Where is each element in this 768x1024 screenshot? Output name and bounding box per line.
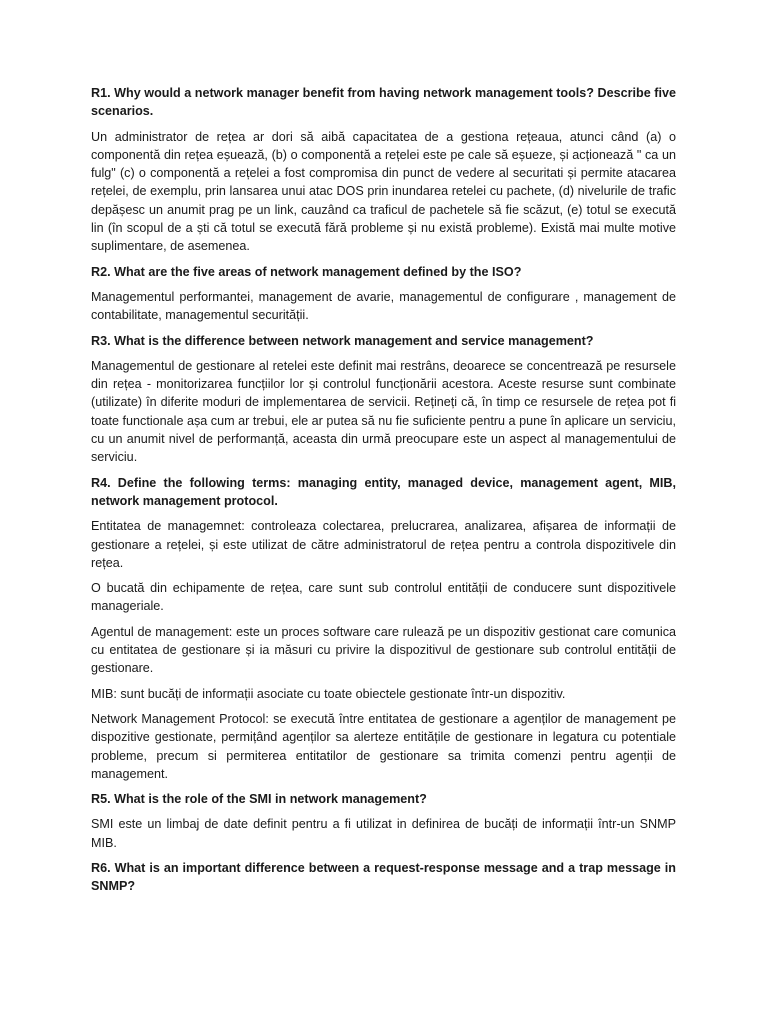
question-r1: R1. Why would a network manager benefit from having network management tools? Describe five scenarios. <box>91 86 676 119</box>
answer-r5: SMI este un limbaj de date definit pentru a fi utilizat in definirea de bucăți de informații într-un SNMP MIB. <box>91 817 676 850</box>
answer-r4-managing-entity: Entitatea de managemnet: controleaza colectarea, prelucrarea, analizarea, afișarea de informații de gestionare a rețelei, și este utilizat de către administratorul de rețea pentru a controla dispozitivele din rețea. <box>91 519 676 570</box>
answer-r4-protocol: Network Management Protocol: se execută între entitatea de gestionare a agenților de management pe dispozitive gestionate, permițând agenților sa alerteze entitățile de gestionare in legatura cu potentiale probleme, precum si permiterea entitatilor de gestionare sa trimita comenzi pentru agenții de management. <box>91 711 676 781</box>
answer-r1: Un administrator de rețea ar dori să aibă capacitatea de a gestiona rețeaua, atunci când (a) o componentă din rețea eșuează, (b) o componentă a rețelei este pe cale să eșueze, și acționează " ca un fulg" (c) o componentă a rețelei a fost compromisa din punct de vedere al securitati și permite atacarea rețelei, de exemplu, prin lansarea unui atac DOS prin inundarea retelei cu pachete, (d) nivelurile de trafic depășesc un anumit prag pe un link, cauzând ca traficul de pachetele să fie scăzut, (e) totul se execută lin (în scopul de a ști că totul se execută fără probleme și nu există probleme). Există mai multe motive suplimentare, de asemenea. <box>91 129 676 254</box>
answer-r2: Managementul performantei, management de avarie, managementul de configurare , management de contabilitate, managementul securității. <box>91 289 676 323</box>
question-r5: R5. What is the role of the SMI in network management? <box>91 792 427 807</box>
answer-r4-managed-device: O bucată din echipamente de rețea, care sunt sub controlul entității de conducere sunt dispozitivele manageriale. <box>91 581 676 614</box>
question-r2: R2. What are the five areas of network management defined by the ISO? <box>91 264 522 279</box>
question-r3: R3. What is the difference between network management and service management? <box>91 333 594 348</box>
question-r6: R6. What is an important difference between a request-response message and a trap message in SNMP? <box>91 860 676 894</box>
answer-r4-mib: MIB: sunt bucăți de informații asociate cu toate obiectele gestionate într-un dispozitiv. <box>91 686 566 701</box>
question-r4: R4. Define the following terms: managing entity, managed device, management agent, MIB, network management protocol. <box>91 475 676 508</box>
answer-r4-management-agent: Agentul de management: este un proces software care rulează pe un dispozitiv gestionat care comunica cu entitatea de gestionare și ia măsuri cu privire la dispozitivul de gestionare sub controlul entității de gestionare. <box>91 624 676 676</box>
answer-r3: Managementul de gestionare al retelei este definit mai restrâns, deoarece se concentrează pe resursele din rețea - monitorizarea funcțiilor lor și controlul funcționării acestora. Aceste resurse sunt combinate (utilizate) în diferite moduri de implementarea de servicii. Rețineți că, în timp ce resursele de rețea pot fi toate functionale așa cum ar trebui, ele ar putea să nu fie suficiente pentru a pune în aplicare un serviciu, cu un anumit nivel de performanță, aceasta din urmă preocupare este un aspect al managementului de serviciu. <box>91 358 676 465</box>
document-page <box>91 84 676 903</box>
